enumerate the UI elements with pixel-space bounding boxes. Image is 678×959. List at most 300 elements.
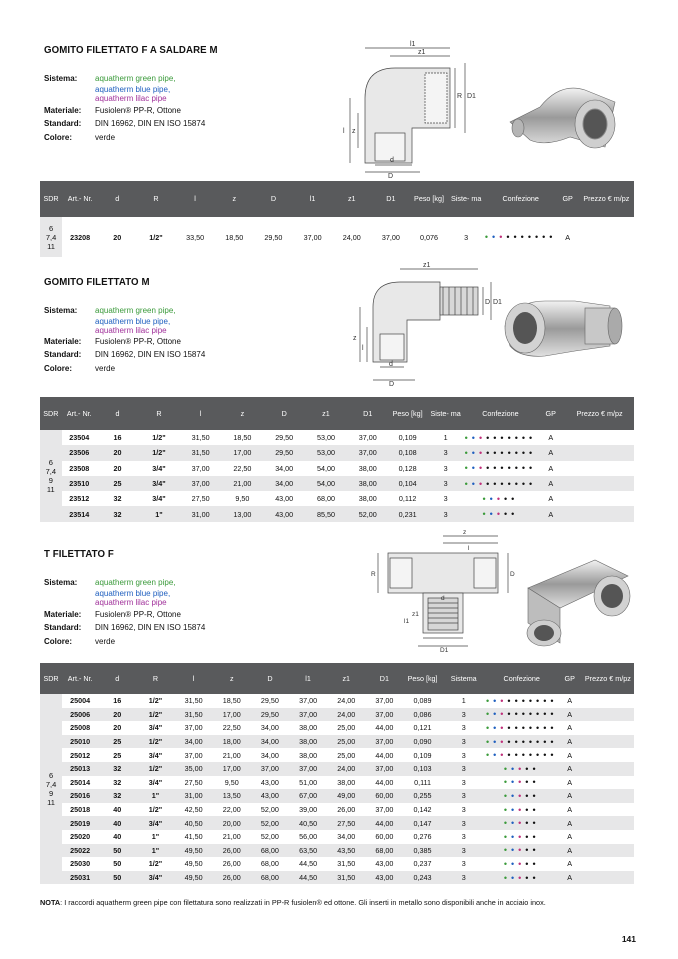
cell: 20: [113, 463, 122, 473]
cell: A: [558, 762, 582, 776]
header-art: Art.- Nr.: [62, 397, 97, 430]
cell: 1/2": [152, 433, 166, 443]
green-dot-icon: •: [503, 845, 511, 856]
lilac-dot-icon: •: [518, 845, 526, 856]
undefined: •: [493, 447, 501, 458]
sistema-label: Sistema:: [44, 578, 78, 587]
cell: 18,50: [225, 232, 244, 242]
cell: 38,00: [289, 735, 327, 749]
cell: 3: [461, 805, 466, 815]
cell: 3: [442, 735, 486, 749]
cell: 17,00: [213, 708, 251, 722]
undefined: •: [507, 447, 515, 458]
cell: 25004: [70, 696, 91, 706]
cell: 29,50: [251, 708, 289, 722]
header-peso: Peso [kg]: [389, 397, 427, 430]
colore-label: Colore:: [44, 636, 72, 646]
cell: 1": [138, 506, 180, 521]
lilac-dot-icon: •: [518, 790, 526, 801]
green-dot-icon: •: [485, 709, 494, 720]
sistema-dots: [465, 506, 537, 521]
sdr-cell: 6 7,4 9 11: [40, 694, 62, 884]
undefined: •: [493, 463, 501, 474]
cell: 39,00: [299, 805, 318, 815]
cell: [582, 871, 634, 885]
tee-3d-image: [520, 548, 635, 653]
undefined: •: [527, 232, 535, 242]
cell: 3: [464, 232, 469, 242]
lilac-dot-icon: •: [518, 872, 526, 883]
cell: 49,50: [175, 844, 213, 858]
sistema-green: aquatherm green pipe,: [95, 306, 176, 315]
header-D1: D1: [371, 181, 410, 217]
cell: [582, 789, 634, 803]
header-z1: z1: [332, 181, 371, 217]
green-dot-icon: •: [503, 858, 511, 869]
cell: 49,50: [184, 859, 203, 869]
cell: 44,50: [289, 871, 327, 885]
cell: 25031: [62, 871, 98, 885]
undefined: •: [525, 790, 533, 801]
green-dot-icon: •: [482, 509, 490, 520]
cell: A: [558, 735, 582, 749]
materiale-label: Materiale:: [44, 609, 82, 619]
cell: 50: [113, 859, 122, 869]
cell: 17,00: [222, 445, 264, 460]
lilac-dot-icon: •: [500, 722, 508, 733]
dim-z1: z1: [412, 611, 419, 618]
cell: 52,00: [260, 832, 279, 842]
undefined: •: [500, 432, 508, 443]
undefined: •: [528, 709, 537, 720]
header-sistema: Siste- ma: [427, 397, 465, 430]
cell: 13,50: [213, 789, 251, 803]
table-section-3: [40, 663, 634, 884]
cell: A: [567, 750, 573, 760]
undefined: •: [506, 232, 514, 242]
green-dot-icon: •: [485, 736, 494, 747]
cell: 1": [136, 789, 174, 803]
cell: [582, 748, 634, 762]
undefined: •: [514, 447, 522, 458]
header-prezzo: Prezzo € m/pz: [582, 663, 634, 694]
colore-value: verde: [95, 636, 116, 646]
header-D1: D1: [347, 397, 389, 430]
cell: 52,00: [260, 805, 279, 815]
cell: 0,385: [403, 844, 441, 858]
undefined: •: [514, 750, 522, 761]
cell: 32: [97, 506, 138, 521]
lilac-dot-icon: •: [518, 831, 526, 842]
cell: 21,00: [222, 750, 241, 760]
cell: 3: [442, 762, 486, 776]
cell: 20: [97, 445, 138, 460]
cell: 0,128: [398, 463, 417, 473]
table-row: [40, 694, 634, 708]
cell: 26,00: [337, 805, 356, 815]
undefined: •: [521, 722, 529, 733]
cell: 3: [427, 476, 465, 491]
lilac-dot-icon: •: [518, 858, 526, 869]
cell: 37,00: [365, 708, 403, 722]
undefined: •: [521, 695, 529, 706]
sistema-dots: [486, 748, 558, 762]
cell: 0,108: [389, 445, 427, 460]
cell: 29,50: [264, 232, 283, 242]
cell: [582, 708, 634, 722]
header-prezzo: Prezzo € m/pz: [579, 181, 634, 217]
cell: 42,50: [184, 805, 203, 815]
cell: 20: [113, 232, 122, 242]
undefined: •: [529, 432, 537, 443]
cell: 43,00: [251, 789, 289, 803]
undefined: •: [550, 750, 558, 761]
cell: 25: [97, 476, 138, 491]
undefined: •: [528, 750, 537, 761]
cell: 0,103: [403, 762, 441, 776]
header-l: l: [176, 181, 215, 217]
cell: 20,00: [213, 816, 251, 830]
dim-z: z: [463, 529, 467, 536]
cell: A: [565, 232, 571, 242]
table-row: [40, 871, 634, 885]
cell: A: [567, 832, 573, 842]
header-gp: GP: [536, 397, 565, 430]
standard-label: Standard:: [44, 623, 82, 632]
colore-value: verde: [95, 363, 116, 373]
sistema-dots: [486, 803, 558, 817]
cell: 26,00: [222, 859, 241, 869]
undefined: •: [528, 695, 537, 706]
undefined: •: [507, 722, 515, 733]
blue-dot-icon: •: [510, 872, 519, 883]
cell: 0,121: [413, 723, 432, 733]
blue-dot-icon: •: [493, 695, 501, 706]
undefined: •: [532, 831, 540, 842]
cell: 21,00: [222, 832, 241, 842]
cell: 38,00: [299, 750, 318, 760]
cell: 23510: [62, 476, 97, 491]
cell: 25013: [62, 762, 98, 776]
cell: 43,00: [375, 859, 394, 869]
cell: [582, 721, 634, 735]
undefined: •: [532, 790, 540, 801]
cell: 1": [151, 832, 160, 842]
header-d: d: [98, 181, 136, 217]
section-title-1: GOMITO FILETTATO F A SALDARE M: [44, 44, 218, 56]
cell: 3: [461, 832, 466, 842]
dim-D1: D1: [467, 93, 476, 100]
undefined: •: [507, 478, 515, 489]
cell: 37,00: [180, 476, 222, 491]
cell: 0,112: [398, 494, 417, 504]
elbow-technical-drawing: [330, 38, 480, 178]
cell: 29,50: [260, 696, 279, 706]
cell: [582, 857, 634, 871]
undefined: •: [500, 463, 508, 474]
footnote: [40, 898, 546, 907]
undefined: •: [525, 804, 533, 815]
cell: 22,00: [222, 805, 241, 815]
table-row: [40, 461, 634, 476]
cell: 1/2": [138, 445, 180, 460]
dim-l1: l1: [410, 41, 416, 48]
lilac-dot-icon: •: [499, 232, 507, 242]
cell: 53,00: [316, 433, 335, 443]
undefined: •: [532, 858, 540, 869]
cell: 25006: [62, 708, 98, 722]
lilac-dot-icon: •: [478, 447, 487, 458]
sistema-dots: [465, 476, 537, 491]
cell: 1/2": [148, 859, 163, 869]
cell: 0,090: [403, 735, 441, 749]
header-gp: GP: [558, 663, 582, 694]
cell: 37,00: [184, 750, 203, 760]
header-peso: Peso [kg]: [410, 181, 447, 217]
sistema-blue: aquatherm blue pipe,: [95, 316, 171, 326]
cell: 1/2": [149, 232, 163, 242]
colore-label: Colore:: [44, 132, 72, 142]
header-R: R: [136, 663, 174, 694]
cell: 16: [113, 433, 122, 443]
green-dot-icon: •: [485, 695, 494, 706]
blue-dot-icon: •: [471, 463, 479, 474]
green-dot-icon: •: [503, 818, 511, 829]
undefined: •: [532, 777, 540, 788]
header-l: l: [180, 397, 222, 430]
cell: A: [536, 445, 565, 460]
blue-dot-icon: •: [471, 478, 479, 489]
cell: 18,00: [213, 735, 251, 749]
cell: 34,00: [260, 750, 279, 760]
lilac-dot-icon: •: [500, 750, 508, 761]
sistema-dots: [486, 871, 558, 885]
cell: 52,00: [347, 506, 389, 521]
sistema-green: aquatherm green pipe,: [95, 578, 176, 587]
cell: 0,276: [413, 832, 432, 842]
table-row: [40, 789, 634, 803]
cell: 3/4": [136, 816, 174, 830]
lilac-dot-icon: •: [518, 763, 526, 774]
blue-dot-icon: •: [510, 804, 519, 815]
cell: A: [567, 696, 573, 706]
undefined: •: [513, 232, 521, 242]
blue-dot-icon: •: [493, 722, 501, 733]
sistema-dots: [486, 789, 558, 803]
undefined: •: [486, 447, 494, 458]
cell: 18,50: [222, 696, 241, 706]
sistema-lilac: aquatherm lilac pipe: [95, 597, 167, 607]
cell: 25016: [62, 789, 98, 803]
lilac-dot-icon: •: [496, 509, 504, 520]
lilac-dot-icon: •: [500, 695, 508, 706]
undefined: •: [525, 872, 533, 883]
cell: A: [548, 463, 554, 473]
cell: 54,00: [316, 463, 335, 473]
cell: A: [567, 859, 573, 869]
undefined: •: [486, 432, 494, 443]
cell: A: [548, 433, 554, 443]
cell: 40: [98, 816, 136, 830]
cell: 9,50: [224, 777, 239, 787]
sistema-blue: aquatherm blue pipe,: [95, 84, 171, 94]
cell: 37,00: [365, 762, 403, 776]
undefined: •: [532, 872, 540, 883]
cell: 44,00: [375, 777, 394, 787]
undefined: •: [532, 845, 540, 856]
undefined: •: [507, 736, 515, 747]
sistema-dots: [486, 844, 558, 858]
cell: 60,00: [375, 832, 394, 842]
cell: [582, 735, 634, 749]
undefined: •: [511, 493, 519, 504]
cell: 68,00: [251, 871, 289, 885]
green-dot-icon: •: [503, 777, 511, 788]
undefined: •: [534, 232, 543, 242]
cell: 38,00: [347, 476, 389, 491]
undefined: •: [536, 736, 544, 747]
cell: 43,00: [260, 777, 279, 787]
cell: 41,50: [184, 832, 203, 842]
colore-value: verde: [95, 132, 116, 142]
sistema-dots: [486, 721, 558, 735]
cell: 3: [442, 871, 486, 885]
cell: 24,00: [342, 232, 361, 242]
cell: [582, 816, 634, 830]
dim-d: d: [441, 595, 445, 602]
cell: 3: [442, 816, 486, 830]
cell: 25: [98, 735, 136, 749]
cell: 32: [113, 494, 122, 504]
cell: 52,00: [251, 816, 289, 830]
lilac-dot-icon: •: [478, 463, 487, 474]
header-sistema: Siste- ma: [448, 181, 485, 217]
undefined: •: [543, 750, 551, 761]
cell: 32: [113, 777, 122, 787]
undefined: •: [528, 736, 537, 747]
cell: 56,00: [299, 832, 318, 842]
header-peso: Peso [kg]: [403, 663, 441, 694]
sistema-blue: aquatherm blue pipe,: [95, 588, 171, 598]
cell: 3/4": [138, 476, 180, 491]
undefined: •: [549, 232, 557, 242]
undefined: •: [525, 845, 533, 856]
cell: 49,50: [175, 871, 213, 885]
table-row: [40, 857, 634, 871]
cell: 1/2": [136, 762, 174, 776]
sistema-lilac: aquatherm lilac pipe: [95, 325, 167, 335]
cell: 23506: [62, 445, 97, 460]
undefined: •: [521, 750, 529, 761]
materiale-value: Fusiolen® PP-R, Ottone: [95, 105, 181, 115]
green-dot-icon: •: [503, 872, 511, 883]
cell: 43,50: [327, 844, 365, 858]
cell: 1/2": [136, 708, 174, 722]
blue-dot-icon: •: [489, 509, 497, 520]
standard-value: DIN 16962, DIN EN ISO 15874: [95, 623, 206, 632]
undefined: •: [532, 763, 540, 774]
lilac-dot-icon: •: [500, 709, 508, 720]
blue-dot-icon: •: [492, 232, 500, 242]
dim-D: D: [485, 299, 491, 306]
undefined: •: [543, 709, 551, 720]
sdr-cell: 6 7,4 9 11: [40, 430, 62, 522]
undefined: •: [536, 722, 544, 733]
undefined: •: [528, 722, 537, 733]
blue-dot-icon: •: [510, 763, 519, 774]
dim-z: z: [352, 128, 356, 135]
cell: 0,086: [403, 708, 441, 722]
green-dot-icon: •: [464, 432, 472, 443]
undefined: •: [550, 722, 558, 733]
cell: 50: [98, 871, 136, 885]
undefined: •: [542, 232, 550, 242]
sistema-dots: [486, 694, 558, 708]
cell: 60,00: [365, 789, 403, 803]
cell: 1/2": [148, 696, 163, 706]
table-row: [40, 830, 634, 844]
male-elbow-3d-image: [500, 286, 630, 366]
blue-dot-icon: •: [493, 750, 501, 761]
sistema-dots: [465, 491, 537, 506]
table-row: [40, 476, 634, 491]
blue-dot-icon: •: [493, 736, 501, 747]
green-dot-icon: •: [464, 478, 472, 489]
cell: 37,00: [191, 463, 210, 473]
cell: 37,00: [365, 735, 403, 749]
cell: [582, 830, 634, 844]
cell: 26,00: [213, 871, 251, 885]
blue-dot-icon: •: [510, 845, 519, 856]
cell: 37,00: [381, 232, 400, 242]
undefined: •: [503, 509, 512, 520]
undefined: •: [529, 463, 537, 474]
cell: 3/4": [152, 494, 166, 504]
cell: 34,00: [275, 463, 294, 473]
header-sdr: SDR: [40, 181, 62, 217]
cell: 3: [442, 708, 486, 722]
cell: 38,00: [299, 723, 318, 733]
header-prezzo: Prezzo € m/pz: [565, 397, 634, 430]
cell: 31,50: [337, 859, 356, 869]
cell: [579, 217, 634, 257]
note-label: NOTA: [40, 898, 61, 907]
cell: A: [567, 805, 573, 815]
header-art: Art.- Nr.: [62, 181, 98, 217]
undefined: •: [507, 695, 515, 706]
undefined: •: [521, 432, 530, 443]
undefined: •: [521, 709, 529, 720]
cell: 50: [98, 844, 136, 858]
cell: A: [567, 777, 573, 787]
materiale-value: Fusiolen® PP-R, Ottone: [95, 609, 181, 619]
lilac-dot-icon: •: [500, 736, 508, 747]
cell: 21,00: [222, 476, 264, 491]
dim-D1: D1: [493, 299, 502, 306]
cell: [565, 461, 634, 476]
cell: 0,109: [413, 750, 432, 760]
cell: 40: [113, 832, 122, 842]
cell: 40,50: [175, 816, 213, 830]
cell: 23508: [69, 463, 90, 473]
header-l1: l1: [289, 663, 327, 694]
lilac-dot-icon: •: [496, 493, 504, 504]
header-z1: z1: [327, 663, 365, 694]
cell: 37,00: [289, 708, 327, 722]
cell: 20: [98, 708, 136, 722]
undefined: •: [529, 478, 537, 489]
undefined: •: [507, 432, 515, 443]
